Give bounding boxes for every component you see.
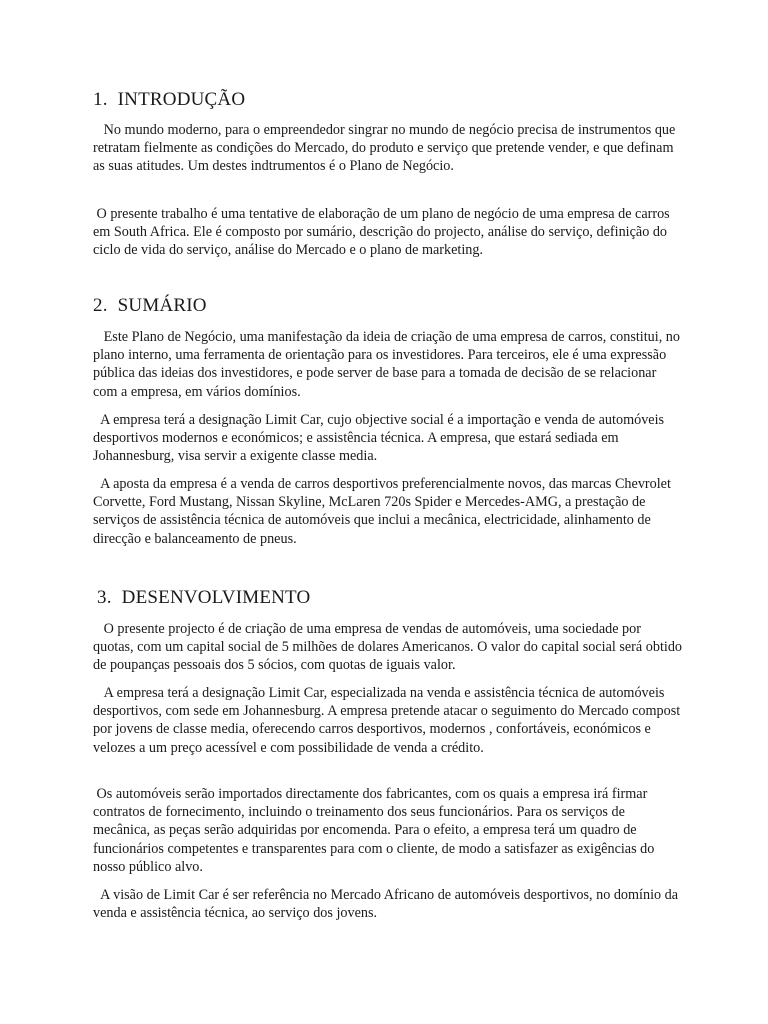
paragraph: A aposta da empresa é a venda de carros desportivos preferencialmente novos, das marcas Chevrolet Corvette, Ford Mustang, Nissan Skyline, McLaren 720s Spider e Mercedes-AMG, a prestação de serviços de assistência técnica de automóveis que inclui a mecânica, electricidade, alinhamento de direcção e balanceamento de pneus. <box>93 476 675 547</box>
paragraph: A empresa terá a designação Limit Car, cujo objective social é a importação e venda de automóveis desportivos modernos e económicos; e assistência técnica. A empresa, que estará sediada em Johannesburg, visa servir a exigente classe media. <box>93 412 668 465</box>
paragraph: O presente trabalho é uma tentative de elaboração de um plano de negócio de uma empresa de carros em South Africa. Ele é composto por sumário, descrição do projecto, análise do serviço, definição do ciclo de vida do serviço, análise do Mercado e o plano de marketing. <box>93 206 674 259</box>
section-title: DESENVOLVIMENTO <box>121 587 311 608</box>
section-heading <box>93 89 683 111</box>
section-number: 3. <box>97 587 112 608</box>
paragraph: Este Plano de Negócio, uma manifestação da ideia de criação de uma empresa de carros, constitui, no plano interno, uma ferramenta de orientação para os investidores. Para terceiros, ele é uma expressão pública das ideias dos investidores, e pode server de base para a tomada de decisão de se relacionar com a empresa, em vários domínios. <box>93 329 684 400</box>
paragraph: A empresa terá a designação Limit Car, especializada na venda e assistência técnica de automóveis desportivos, com sede em Johannesburg. A empresa pretende atacar o seguimento do Mercado compost por jovens de classe media, oferecendo carros desportivos, modernos , confortáveis, económicos e velozes a um preço acessível e com possibilidade de venda a crédito. <box>93 685 684 756</box>
paragraph: A visão de Limit Car é ser referência no Mercado Africano de automóveis desportivos, no domínio da venda e assistência técnica, ao serviço dos jovens. <box>93 887 682 922</box>
section-desenvolvimento <box>97 587 687 609</box>
section-heading <box>93 295 683 317</box>
section-number: 1. <box>93 89 108 110</box>
paragraph: Os automóveis serão importados directamente dos fabricantes, com os quais a empresa irá firmar contratos de fornecimento, incluindo o treinamento dos seus funcionários. Para os serviços de mecânica, as peças serão adquiridas por encomenda. Para o efeito, a empresa terá um quadro de funcionários competentes e transparentes para com o cliente, de modo a satisfazer as exigências do nosso público alvo. <box>93 786 658 875</box>
paragraph: O presente projecto é de criação de uma empresa de vendas de automóveis, uma sociedade por quotas, com um capital social de 5 milhões de dolares Americanos. O valor do capital social será obtido de poupanças pessoais dos 5 sócios, com quotas de iguais valor. <box>93 621 686 674</box>
section-number: 2. <box>93 295 108 316</box>
section-title: INTRODUÇÃO <box>117 89 246 110</box>
section-introducao <box>93 89 683 111</box>
section-heading <box>97 587 687 609</box>
section-sumario <box>93 295 683 317</box>
section-title: SUMÁRIO <box>117 295 207 316</box>
paragraph: No mundo moderno, para o empreendedor singrar no mundo de negócio precisa de instrumentos que retratam fielmente as condições do Mercado, do produto e serviço que pretende vender, e que definam as suas atitudes. Um destes indtrumentos é o Plano de Negócio. <box>93 122 679 175</box>
